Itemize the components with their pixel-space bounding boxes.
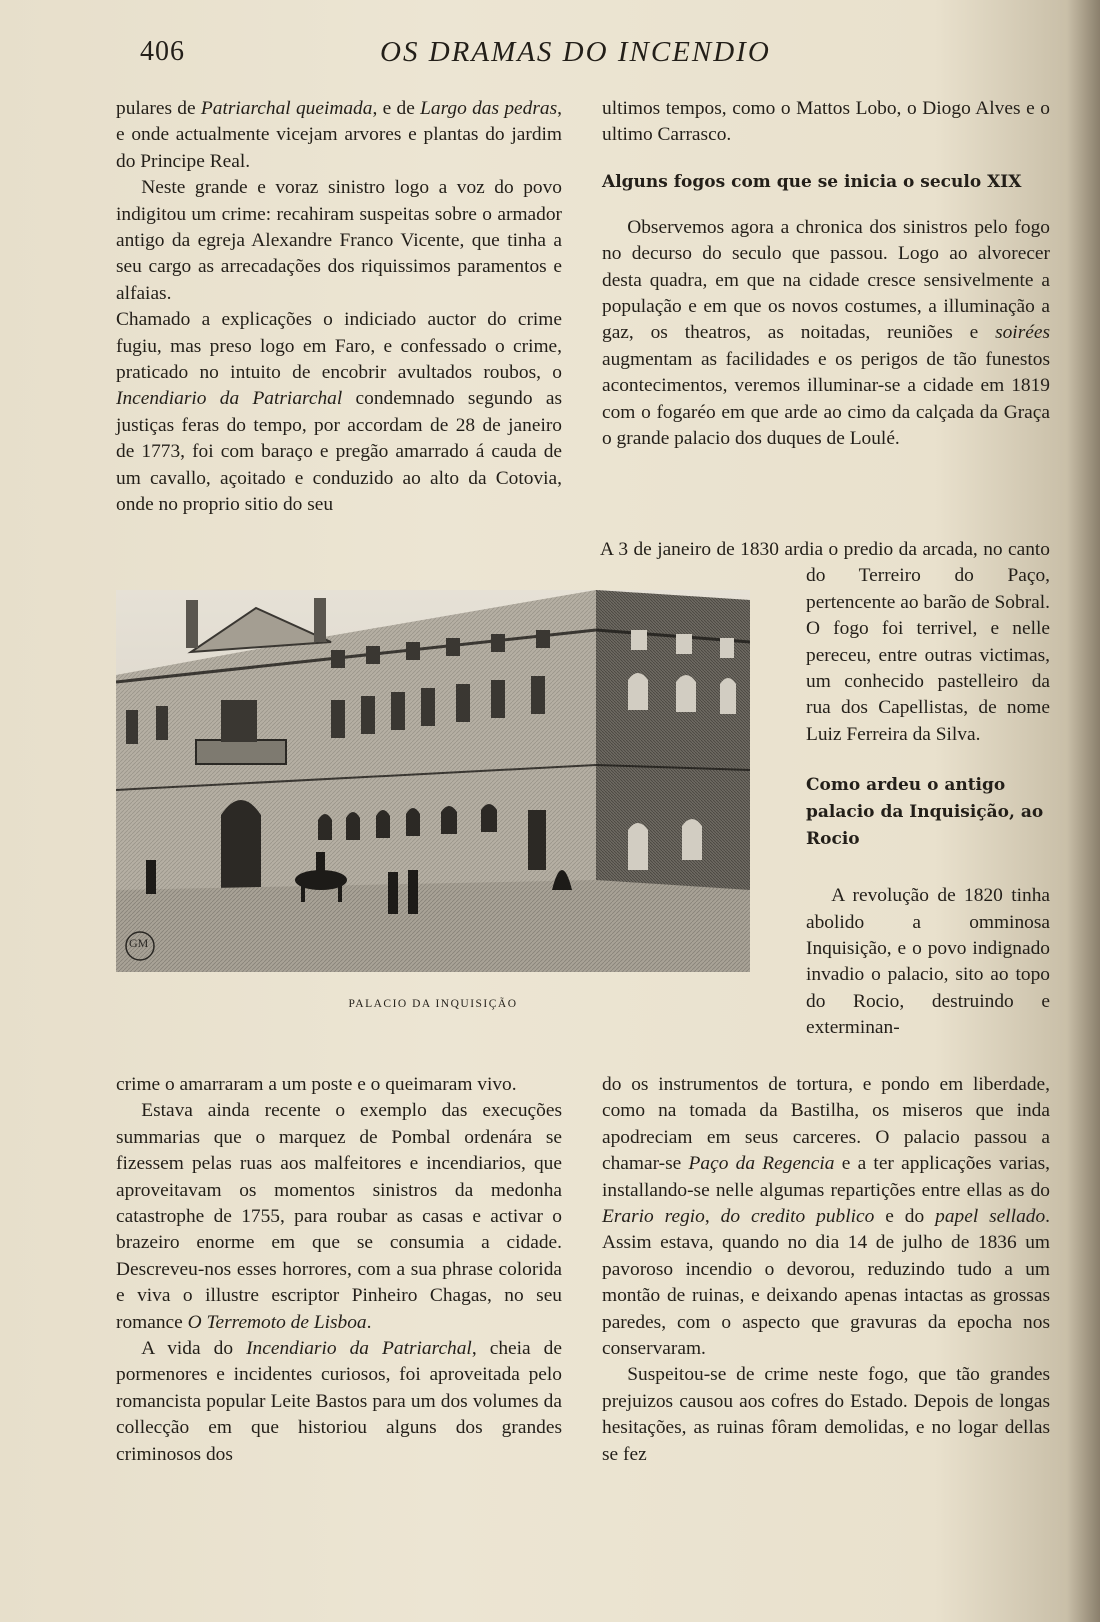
italic-text: Incendiario da Patriarchal <box>246 1338 472 1360</box>
engraver-monogram: GM <box>129 936 149 950</box>
text-run: , cheia de pormenores e incidentes curiosos, foi aproveitada pelo romancista popular Leite Bastos para um dos volumes da collecção em que historiou alguns dos grandes criminosos dos <box>116 1338 562 1465</box>
left-column-top <box>116 96 562 519</box>
text-run: A vida do <box>141 1338 247 1360</box>
right-column-top <box>602 96 1050 452</box>
text-run: Observemos agora a chronica dos sinistros pelo fogo no decurso do seculo que passou. Logo ao alvorecer desta quadra, em que na cidade cresce sensivelmente a população e em que os novos costumes, a illuminação a gaz, os theatros, as noitadas, reuniões e <box>602 216 1050 344</box>
paragraph <box>602 1072 1050 1362</box>
figure-caption: PALACIO DA INQUISIÇÃO <box>348 998 518 1010</box>
engraving-palacio-da-inquisicao <box>116 590 750 972</box>
text-run: Estava ainda recente o exemplo das execuções summarias que o marquez de Pombal ordenára se fizessem pelas ruas aos malfeitores e incendiarios, que aproveitavam os momentos sinistros da medonha catastrophe de 1755, para roubar as casas e activar o brazeiro enorme em que se consumia a cidade. Descreveu-nos esses horrores, com a sua phrase colorida e viva o illustre escriptor Pinheiro Chagas, no seu romance <box>116 1100 562 1333</box>
right-column-narrow <box>600 537 1050 1042</box>
text-run: , e de <box>372 98 421 119</box>
italic-text: soirées <box>995 322 1050 344</box>
running-title: OS DRAMAS DO INCENDIO <box>380 36 771 68</box>
paragraph: Neste grande e voraz sinistro logo a voz do povo indigitou um crime: recahiram suspeitas sobre o armador antigo da egreja Alexandre Franco Vicente, que tinha a seu cargo as arrecadações dos riquissimos paramentos e alfaias. <box>116 177 562 304</box>
section-heading: Como ardeu o antigo palacio da Inquisição, ao Rocio <box>806 775 1044 850</box>
paragraph <box>602 215 1050 453</box>
paragraph <box>116 1098 562 1336</box>
paragraph <box>116 96 562 175</box>
italic-text: Largo das pedras <box>420 98 558 119</box>
paragraph: A 3 de janeiro de 1830 ardia o predio da arcada, no canto do Terreiro do Paço, pertencente ao barão de Sobral. O fogo foi terrivel, e nelle pereceu, entre outras victimas, um conhecido pastelleiro da rua dos Capellistas, de nome Luiz Ferreira da Silva. <box>600 539 1050 745</box>
italic-text: papel sellado <box>935 1206 1046 1228</box>
italic-text: O Terremoto de Lisboa <box>187 1311 367 1333</box>
italic-text: do credito publico <box>720 1206 875 1228</box>
paragraph: ultimos tempos, como o Mattos Lobo, o Diogo Alves e o ultimo Carrasco. <box>602 98 1050 146</box>
text-run: pulares de <box>116 98 201 119</box>
text-run: e do <box>874 1206 936 1228</box>
text-run: do os instrumentos de tortura, e pondo em liberdade, como na tomada da Bastilha, os miseros que inda apodreciam em seus carceres. O palacio passou a chamar-se <box>602 1074 1050 1175</box>
italic-text: Patriarchal queimada <box>200 98 373 119</box>
paragraph: Suspeitou-se de crime neste fogo, que tão grandes prejuizos causou aos cofres do Estado. Depois de longas hesitações, as ruinas fôram demolidas, e no logar dellas se fez <box>602 1364 1050 1465</box>
italic-text: Incendiario da Patriarchal <box>116 388 343 410</box>
paragraph: crime o amarraram a um poste e o queimaram vivo. <box>116 1074 517 1095</box>
left-column-bottom <box>116 1072 562 1468</box>
text-run: condemnado segundo as justiças feras do tempo, por accordam de 28 de janeiro de 1773, foi com baraço e pregão amarrado á cauda de um cavallo, açoitado e conduzido ao alto da Cotovia, onde no proprio sitio do seu <box>116 388 562 516</box>
page-header <box>0 36 1100 76</box>
text-run: augmentam as facilidades e os perigos de tão funestos acontecimentos, veremos illuminar-se a cidade em 1819 com o fogaréo em que arde ao cimo da calçada da Graça o grande palacio dos duques de Loulé. <box>602 348 1050 450</box>
text-run: , e onde actualmente vicejam arvores e plantas do jardim do Principe Real. <box>116 98 562 172</box>
paragraph <box>116 1336 562 1468</box>
italic-text: Erario regio <box>602 1206 705 1228</box>
section-heading: Alguns fogos com que se inicia o seculo XIX <box>602 171 1022 192</box>
building-illustration <box>116 590 750 972</box>
italic-text: Paço da Regencia <box>688 1153 835 1175</box>
text-run: Chamado a explicações o indiciado auctor do crime fugiu, mas preso logo em Faro, e confessado o crime, praticado no intuito de encobrir avultados roubos, o <box>116 309 562 384</box>
right-column-bottom <box>602 1072 1050 1468</box>
text-run: , <box>704 1206 721 1228</box>
text-run: . Assim estava, quando no dia 14 de julho de 1836 um pavoroso incendio o devorou, reduzindo tudo a um montão de ruinas, e deixando apenas intactas as grossas paredes, com o aspecto que gravuras da epocha nos conservaram. <box>602 1206 1051 1360</box>
text-run: . <box>366 1311 372 1333</box>
page-number: 406 <box>140 36 185 67</box>
text-run: e a ter applicações varias, installando-se nelle algumas repartições entre ellas as do <box>602 1153 1050 1201</box>
paragraph: A revolução de 1820 tinha abolido a omminosa Inquisição, e o povo indignado invadio o palacio, sito ao topo do Rocio, destruindo e exterminan- <box>806 885 1050 1039</box>
paragraph <box>116 307 562 518</box>
